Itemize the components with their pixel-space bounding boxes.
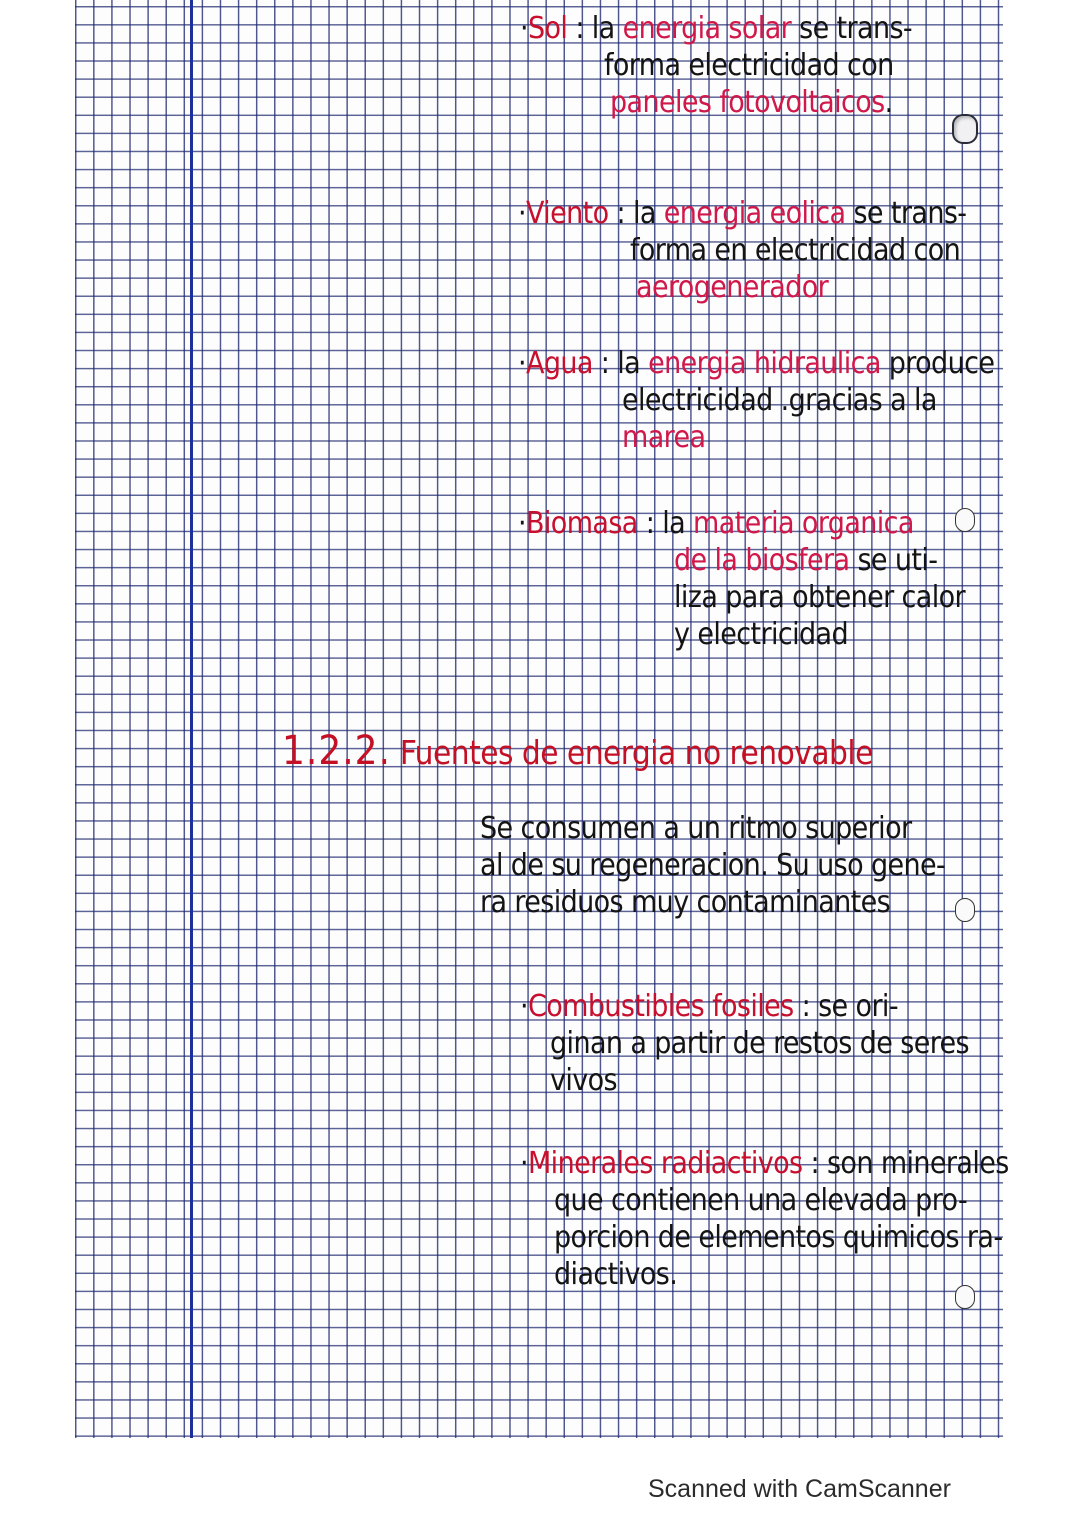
renewable-item-viento: ·Viento : la energia eolica se trans- forma en electricidad con aerogenerador [518,196,967,305]
item-text: se trans- [791,11,913,46]
renewable-item-sol: ·Sol : la energia solar se trans- forma electricidad con paneles fotovoltaicos. [520,11,913,120]
item-highlight: energia eolica [663,196,846,231]
item-text: forma en electricidad con [630,233,961,268]
nonrenewable-item-combustibles: ·Combustibles fosiles : se ori- ginan a partir de restos de seres vivos [520,989,970,1098]
punch-hole-icon [955,898,975,922]
item-term: Sol [527,11,568,46]
intro-line: ra residuos muy contaminantes [480,885,891,920]
item-text: la [617,346,649,381]
item-text: porcion de elementos quimicos ra- [554,1220,1003,1255]
item-text: se uti- [849,543,938,578]
margin-line [190,0,193,1438]
item-term: Minerales radiactivos [527,1146,803,1181]
section-title: Fuentes de energia no renovable [399,733,873,772]
item-text: se trans- [845,196,967,231]
item-text: ginan a partir de restos de seres [550,1026,970,1061]
item-highlight: de la biosfera [674,543,850,578]
item-highlight: materia organica [693,506,914,541]
item-highlight: energia hidraulica [648,346,881,381]
section-heading [282,728,873,774]
item-text: produce [888,346,995,381]
item-text: y electricidad [674,617,849,652]
renewable-item-biomasa: ·Biomasa : la materia organica de la biosfera se uti- liza para obtener calor y electricidad [518,506,966,652]
item-term: Combustibles fosiles [527,989,794,1024]
item-text: vivos [550,1063,618,1098]
item-term: Viento [525,196,609,231]
item-text: electricidad .gracias a la [622,383,937,418]
intro-paragraph [480,810,945,921]
renewable-item-agua: ·Agua : la energia hidraulica produce electricidad .gracias a la marea [518,346,995,455]
intro-line: al de su regeneracion. Su uso gene- [480,848,946,883]
item-term: Biomasa [525,506,638,541]
item-text: : se ori- [793,989,898,1024]
item-text: diactivos. [554,1257,678,1292]
item-highlight: marea [622,420,706,455]
section-number: 1.2.2. [282,728,391,774]
item-text: liza para obtener calor [674,580,966,615]
item-text: la [632,196,664,231]
item-highlight: aerogenerador [636,270,829,305]
item-text: la [591,11,623,46]
camscanner-watermark: Scanned with CamScanner [648,1475,951,1503]
item-text: . [884,85,893,120]
item-text: la [662,506,693,541]
item-text: : son minerales [802,1146,1009,1181]
item-highlight: paneles fotovoltaicos [610,85,885,120]
item-text: forma electricidad con [604,48,894,83]
intro-line: Se consumen a un ritmo superior [480,811,912,846]
nonrenewable-item-minerales: ·Minerales radiactivos : son minerales que contienen una elevada pro- porcion de elementos quimicos ra- diactivos. [520,1146,1009,1292]
item-text: que contienen una elevada pro- [554,1183,968,1218]
item-highlight: energia solar [622,11,792,46]
item-term: Agua [525,346,593,381]
punch-hole-icon [952,114,978,144]
